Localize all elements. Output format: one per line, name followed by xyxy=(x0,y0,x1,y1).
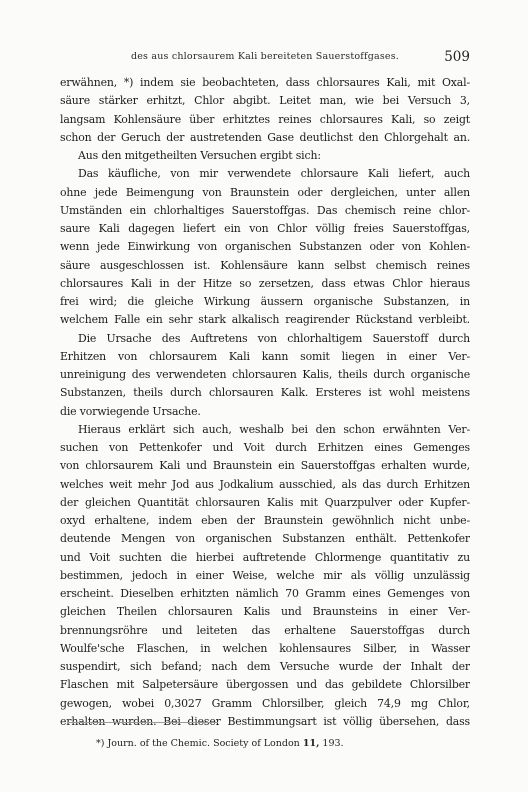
text-line: suchen von Pettenkofer und Voit durch Erhitzen eines Gemenges xyxy=(60,441,470,454)
text-line: und Voit suchten die hierbei auftretende Chlormenge quantitativ zu xyxy=(60,550,470,564)
text-line: brennungsröhre und leiteten das erhaltene Sauerstoffgas durch xyxy=(60,623,470,637)
footnote-text: *) Journ. of the Chemic. Society of London xyxy=(96,738,300,749)
text-line: gewogen, wobei 0,3027 Gramm Chlorsilber, gleich 74,9 mg Chlor, xyxy=(60,696,470,710)
text-line: ohne jede Beimengung von Braunstein oder dergleichen, unter allen xyxy=(60,185,470,199)
text-line: Hieraus erklärt sich auch, weshalb bei den schon erwähnten Ver- xyxy=(78,422,470,436)
text-line: der gleichen Quantität chlorsauren Kalis mit Quarzpulver oder Kupfer- xyxy=(60,495,470,509)
text-line: deutende Mengen von organischen Substanzen enthält. Pettenkofer xyxy=(60,532,470,546)
footnote-volume: 11, xyxy=(302,738,320,749)
text-line: gleichen Theilen chlorsauren Kalis und Braunsteins in einer Ver- xyxy=(60,605,470,619)
text-line: Substanzen, theils durch chlorsauren Kalk. Ersteres ist wohl meistens xyxy=(60,386,470,400)
body-text xyxy=(60,74,470,731)
footnote xyxy=(96,737,344,751)
text-line: welches weit mehr Jod aus Jodkalium ausschied, als das durch Erhitzen xyxy=(60,477,470,491)
running-header xyxy=(60,51,470,67)
text-line: Das käufliche, von mir verwendete chlorsaure Kali liefert, auch xyxy=(78,167,470,181)
text-line: oxyd erhaltene, indem eben der Braunstein gewöhnlich nicht unbe- xyxy=(60,514,470,527)
text-line: frei wird; die gleiche Wirkung äussern organische Substanzen, in xyxy=(60,295,470,308)
text-line: langsam Kohlensäure über erhitztes reines chlorsaures Kali, so zeigt xyxy=(60,112,470,126)
text-line: suspendirt, sich befand; nach dem Versuche wurde der Inhalt der xyxy=(60,660,470,673)
text-line: unreinigung des verwendeten chlorsauren Kalis, theils durch organische xyxy=(60,368,470,381)
text-line: wenn jede Einwirkung von organischen Substanzen oder von Kohlen- xyxy=(60,240,470,254)
page-number: 509 xyxy=(444,49,470,65)
footnote-page: 193. xyxy=(322,738,344,749)
text-line: erhalten wurden. Bei dieser Bestimmungsart ist völlig übersehen, dass xyxy=(60,714,470,728)
text-line: Flaschen mit Salpetersäure übergossen und das gebildete Chlorsilber xyxy=(60,678,470,692)
text-line: erscheint. Dieselben erhitzten nämlich 70 Gramm eines Gemenges von xyxy=(60,587,470,600)
text-line: chlorsaures Kali in der Hitze so zersetzen, dass etwas Chlor hieraus xyxy=(60,276,470,290)
text-line: erwähnen, *) indem sie beobachteten, dass chlorsaures Kali, mit Oxal- xyxy=(60,76,470,89)
text-line: säure ausgeschlossen ist. Kohlensäure kann selbst chemisch reines xyxy=(60,258,470,272)
text-line: Woulfe'sche Flaschen, in welchen kohlensaures Silber, in Wasser xyxy=(60,641,470,655)
footnote-divider xyxy=(68,722,218,723)
text-line: Erhitzen von chlorsaurem Kali kann somit liegen in einer Ver- xyxy=(60,349,470,363)
text-line: Aus den mitgetheilten Versuchen ergibt sich: xyxy=(78,149,321,162)
text-line: säure stärker erhitzt, Chlor abgibt. Leitet man, wie bei Versuch 3, xyxy=(60,94,470,108)
text-line: Umständen ein chlorhaltiges Sauerstoffgas. Das chemisch reine chlor- xyxy=(60,203,470,217)
text-line: bestimmen, jedoch in einer Weise, welche mir als völlig unzulässig xyxy=(60,568,470,582)
text-line: die vorwiegende Ursache. xyxy=(60,404,201,418)
running-title: des aus chlorsaurem Kali bereiteten Sauerstoffgases. xyxy=(130,51,400,62)
text-line: schon der Geruch der austretenden Gase deutlichst den Chlorgehalt an. xyxy=(60,130,470,144)
text-line: welchem Falle ein sehr stark alkalisch reagirender Rückstand verbleibt. xyxy=(60,313,470,327)
text-line: saure Kali dagegen liefert ein von Chlor völlig freies Sauerstoffgas, xyxy=(60,222,470,235)
text-line: Die Ursache des Auftretens von chlorhaltigem Sauerstoff durch xyxy=(78,331,470,345)
text-line: von chlorsaurem Kali und Braunstein ein Sauerstoffgas erhalten wurde, xyxy=(60,459,470,473)
